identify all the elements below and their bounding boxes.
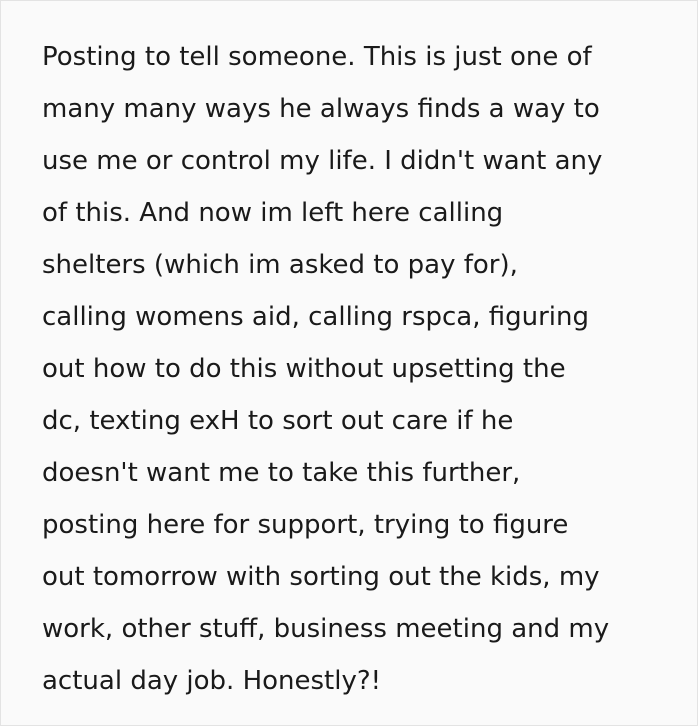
post-text-line: use me or control my life. I didn't want any bbox=[42, 146, 603, 176]
post-text-line: posting here for support, trying to figure bbox=[42, 510, 569, 540]
post-text-line: shelters (which im asked to pay for), bbox=[42, 250, 518, 280]
post-text-line: of this. And now im left here calling bbox=[42, 198, 504, 228]
post-text-line: actual day job. Honestly?! bbox=[42, 666, 382, 696]
post-text bbox=[42, 31, 682, 707]
post-text-line: Posting to tell someone. This is just one of bbox=[42, 42, 592, 72]
post-text-line: dc, texting exH to sort out care if he bbox=[42, 406, 514, 436]
post-text-line: work, other stuff, business meeting and my bbox=[42, 614, 610, 644]
post-text-line: out tomorrow with sorting out the kids, my bbox=[42, 562, 600, 592]
post-text-line: doesn't want me to take this further, bbox=[42, 458, 521, 488]
post-text-line: calling womens aid, calling rspca, figuring bbox=[42, 302, 590, 332]
post-text-line: out how to do this without upsetting the bbox=[42, 354, 566, 384]
post-text-line: many many ways he always finds a way to bbox=[42, 94, 600, 124]
